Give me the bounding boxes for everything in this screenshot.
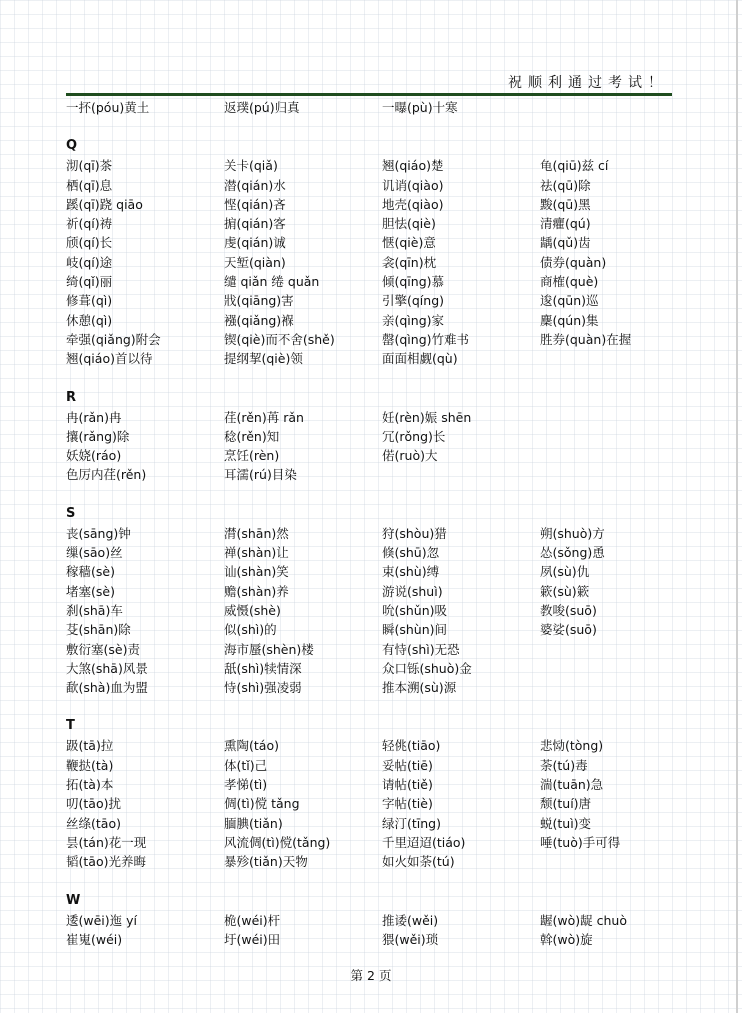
word-entry: 缱 qiǎn 绻 quǎn bbox=[224, 274, 320, 290]
word-entry: 胜券(quàn)在握 bbox=[540, 331, 632, 347]
word-entry: 腼腆(tiǎn) bbox=[224, 815, 283, 831]
word-row bbox=[66, 582, 686, 601]
word-entry: 天堑(qiàn) bbox=[224, 254, 286, 270]
word-entry: 虔(qián)诚 bbox=[224, 235, 286, 251]
word-entry: 提纲挈(qiè)领 bbox=[224, 351, 303, 367]
word-row bbox=[66, 736, 686, 755]
word-entry: 胆怯(qiè) bbox=[382, 216, 436, 232]
word-row bbox=[66, 601, 686, 620]
word-entry: 龟(qiū)兹 cí bbox=[540, 158, 609, 174]
word-entry: 修葺(qì) bbox=[66, 293, 113, 309]
word-entry bbox=[540, 640, 698, 659]
word-row bbox=[66, 659, 686, 678]
page-number: 第 2 页 bbox=[350, 968, 392, 983]
word-entry: 刹(shā)车 bbox=[66, 602, 123, 618]
word-entry: 教唆(suō) bbox=[540, 602, 597, 618]
word-row bbox=[66, 330, 686, 349]
word-entry: 熏陶(táo) bbox=[224, 738, 279, 754]
word-row bbox=[66, 794, 686, 813]
word-entry: 惬(qiè)意 bbox=[382, 235, 436, 251]
word-entry: 海市蜃(shèn)楼 bbox=[224, 641, 314, 657]
word-entry: 妊(rèn)娠 shēn bbox=[382, 409, 472, 425]
section-letter: S bbox=[66, 505, 76, 521]
word-entry: 罄(qìng)竹难书 bbox=[382, 331, 470, 347]
word-row bbox=[66, 833, 686, 852]
word-row bbox=[66, 562, 686, 581]
word-entry: 风流倜(tì)傥(tǎng) bbox=[224, 834, 331, 850]
word-entry: 龌(wò)龊 chuò bbox=[540, 912, 627, 928]
word-entry: 荏(rěn)苒 rǎn bbox=[224, 409, 304, 425]
word-entry: 禅(shàn)让 bbox=[224, 545, 289, 561]
word-row bbox=[66, 291, 686, 310]
section-letter: Q bbox=[66, 138, 78, 154]
word-entry bbox=[540, 852, 698, 871]
word-entry: 众口铄(shuò)金 bbox=[382, 660, 472, 676]
word-row bbox=[66, 524, 686, 543]
word-row bbox=[66, 852, 686, 871]
page-edge bbox=[736, 0, 738, 1013]
header-rule bbox=[66, 93, 672, 96]
word-entry: 戕(qiāng)害 bbox=[224, 293, 294, 309]
word-entry: 叨(tāo)扰 bbox=[66, 796, 121, 812]
section-s bbox=[66, 504, 686, 698]
word-row bbox=[66, 640, 686, 659]
word-entry: 桅(wéi)杆 bbox=[224, 912, 281, 928]
word-entry: 一曝(pù)十寒 bbox=[382, 100, 458, 115]
word-entry: 舐(shì)犊情深 bbox=[224, 660, 302, 676]
word-entry: 面面相觑(qù) bbox=[382, 351, 458, 367]
word-entry: 孝悌(tì) bbox=[224, 777, 268, 793]
word-entry bbox=[540, 98, 698, 117]
word-entry: 倜(tì)傥 tǎng bbox=[224, 796, 300, 812]
intro-row bbox=[66, 98, 686, 117]
word-entry: 游说(shuì) bbox=[382, 583, 443, 599]
word-entry: 休憩(qì) bbox=[66, 312, 113, 328]
word-entry: 缫(sāo)丝 bbox=[66, 545, 123, 561]
word-row bbox=[66, 543, 686, 562]
word-row bbox=[66, 156, 686, 175]
word-entry: 倾(qīng)慕 bbox=[382, 274, 445, 290]
word-entry: 讥诮(qiào) bbox=[382, 177, 444, 193]
word-entry: 蹊(qī)跷 qiāo bbox=[66, 196, 143, 212]
word-row bbox=[66, 349, 686, 368]
word-entry: 逡(qūn)巡 bbox=[540, 293, 599, 309]
section-w bbox=[66, 891, 686, 950]
word-entry: 妥帖(tiē) bbox=[382, 757, 433, 773]
word-entry: 丝绦(tāo) bbox=[66, 815, 121, 831]
word-entry: 颓(tuí)唐 bbox=[540, 796, 592, 812]
word-entry: 拓(tà)本 bbox=[66, 777, 114, 793]
section-q bbox=[66, 136, 686, 368]
word-entry bbox=[540, 659, 698, 678]
word-entry: 一抔(póu)黄土 bbox=[66, 100, 150, 115]
word-entry: 掮(qián)客 bbox=[224, 216, 286, 232]
word-entry: 鞭挞(tà) bbox=[66, 757, 114, 773]
section-letter: T bbox=[66, 718, 75, 734]
word-entry: 唾(tuò)手可得 bbox=[540, 834, 621, 850]
word-entry: 稔(rěn)知 bbox=[224, 428, 280, 444]
word-entry: 倏(shū)忽 bbox=[382, 545, 440, 561]
word-entry: 地壳(qiào) bbox=[382, 196, 444, 212]
word-entry: 轻佻(tiāo) bbox=[382, 738, 441, 754]
word-row bbox=[66, 311, 686, 330]
word-entry: 绮(qǐ)丽 bbox=[66, 274, 113, 290]
word-entry: 朔(shuò)方 bbox=[540, 525, 605, 541]
word-entry bbox=[382, 465, 540, 484]
word-entry: 昙(tán)花一现 bbox=[66, 834, 147, 850]
word-entry: 偌(ruò)大 bbox=[382, 448, 438, 464]
section-r bbox=[66, 388, 686, 485]
word-entry: 赡(shàn)养 bbox=[224, 583, 289, 599]
word-entry: 黢(qū)黑 bbox=[540, 196, 591, 212]
word-entry: 岐(qí)途 bbox=[66, 254, 113, 270]
word-row bbox=[66, 253, 686, 272]
word-entry: 夙(sù)仇 bbox=[540, 564, 590, 580]
word-entry: 圩(wéi)田 bbox=[224, 931, 281, 947]
word-row bbox=[66, 176, 686, 195]
section-t bbox=[66, 716, 686, 871]
word-row bbox=[66, 911, 686, 930]
word-entry: 悭(qián)吝 bbox=[224, 196, 286, 212]
word-entry: 韬(tāo)光养晦 bbox=[66, 854, 146, 870]
word-entry: 潸(shān)然 bbox=[224, 525, 289, 541]
word-entry: 耳濡(rú)目染 bbox=[224, 467, 297, 483]
word-entry: 怂(sǒng)恿 bbox=[540, 545, 605, 561]
header-motto: 祝顺利通过考试！ bbox=[508, 75, 668, 91]
word-row bbox=[66, 446, 686, 465]
word-entry: 狩(shòu)猎 bbox=[382, 525, 447, 541]
word-entry bbox=[540, 349, 698, 368]
word-entry: 堵塞(sè) bbox=[66, 583, 115, 599]
word-entry bbox=[540, 465, 698, 484]
word-row bbox=[66, 214, 686, 233]
word-entry: 清癯(qú) bbox=[540, 216, 591, 232]
word-row bbox=[66, 775, 686, 794]
word-entry: 斡(wò)旋 bbox=[540, 931, 593, 947]
word-entry: 关卡(qiǎ) bbox=[224, 158, 278, 174]
word-entry: 威慑(shè) bbox=[224, 602, 281, 618]
word-entry: 锲(qiè)而不舍(shě) bbox=[224, 331, 335, 347]
word-entry: 有恃(shì)无恐 bbox=[382, 641, 460, 657]
word-entry: 麇(qún)集 bbox=[540, 312, 599, 328]
word-entry: 逶(wēi)迤 yí bbox=[66, 912, 137, 928]
word-entry: 芟(shān)除 bbox=[66, 622, 131, 638]
word-entry: 龋(qǔ)齿 bbox=[540, 235, 591, 251]
word-entry: 亲(qìng)家 bbox=[382, 312, 445, 328]
word-row bbox=[66, 678, 686, 697]
word-entry: 千里迢迢(tiáo) bbox=[382, 834, 466, 850]
section-letter: R bbox=[66, 389, 77, 405]
word-entry: 婆娑(suō) bbox=[540, 622, 597, 638]
word-entry: 衾(qīn)枕 bbox=[382, 254, 437, 270]
word-entry bbox=[540, 408, 698, 427]
word-row bbox=[66, 814, 686, 833]
word-entry: 猥(wěi)琐 bbox=[382, 931, 439, 947]
word-row bbox=[66, 427, 686, 446]
word-entry: 暴殄(tiǎn)天物 bbox=[224, 854, 308, 870]
word-entry: 体(tǐ)己 bbox=[224, 757, 268, 773]
word-entry: 歃(shà)血为盟 bbox=[66, 680, 148, 696]
section-letter: W bbox=[66, 892, 81, 908]
word-entry: 吮(shǔn)吸 bbox=[382, 602, 448, 618]
word-entry: 湍(tuān)急 bbox=[540, 777, 604, 793]
word-entry: 妖娆(ráo) bbox=[66, 448, 122, 464]
word-entry: 引擎(qíng) bbox=[382, 293, 445, 309]
word-entry: 债券(quàn) bbox=[540, 254, 607, 270]
word-entry: 恃(shì)强凌弱 bbox=[224, 680, 302, 696]
word-entry bbox=[540, 678, 698, 697]
word-row bbox=[66, 620, 686, 639]
word-entry: 推本溯(sù)源 bbox=[382, 680, 457, 696]
word-entry: 颀(qí)长 bbox=[66, 235, 113, 251]
word-entry: 荼(tú)毒 bbox=[540, 757, 588, 773]
word-entry: 趿(tā)拉 bbox=[66, 738, 114, 754]
word-entry: 绿汀(tīng) bbox=[382, 815, 441, 831]
word-entry: 襁(qiǎng)褓 bbox=[224, 312, 294, 328]
word-row bbox=[66, 756, 686, 775]
word-entry: 牵强(qiǎng)附会 bbox=[66, 331, 161, 347]
word-entry: 攘(rǎng)除 bbox=[66, 428, 130, 444]
word-entry: 祈(qí)祷 bbox=[66, 216, 113, 232]
word-entry: 似(shì)的 bbox=[224, 622, 277, 638]
word-entry: 色厉内荏(rěn) bbox=[66, 467, 147, 483]
word-row bbox=[66, 408, 686, 427]
word-entry: 推诿(wěi) bbox=[382, 912, 439, 928]
word-entry: 悲恸(tòng) bbox=[540, 738, 604, 754]
word-row bbox=[66, 233, 686, 252]
word-row bbox=[66, 195, 686, 214]
word-entry: 簌(sù)簌 bbox=[540, 583, 590, 599]
word-entry bbox=[540, 427, 698, 446]
word-entry: 潜(qián)水 bbox=[224, 177, 286, 193]
word-entry: 如火如荼(tú) bbox=[382, 854, 455, 870]
word-entry: 请帖(tiě) bbox=[382, 777, 433, 793]
word-entry: 蜕(tuì)变 bbox=[540, 815, 592, 831]
word-entry: 祛(qū)除 bbox=[540, 177, 591, 193]
word-entry: 瞬(shùn)间 bbox=[382, 622, 448, 638]
word-row bbox=[66, 465, 686, 484]
page-header bbox=[66, 72, 672, 96]
word-entry: 沏(qī)茶 bbox=[66, 158, 113, 174]
word-entry: 翘(qiáo)楚 bbox=[382, 158, 444, 174]
word-entry: 讪(shàn)笑 bbox=[224, 564, 289, 580]
word-entry: 丧(sāng)钟 bbox=[66, 525, 131, 541]
word-entry: 栖(qī)息 bbox=[66, 177, 113, 193]
word-entry: 翘(qiáo)首以待 bbox=[66, 351, 153, 367]
word-entry bbox=[540, 446, 698, 465]
word-entry: 稼穑(sè) bbox=[66, 564, 115, 580]
word-entry: 敷衍塞(sè)责 bbox=[66, 641, 140, 657]
word-entry: 返璞(pú)归真 bbox=[224, 100, 300, 115]
word-entry: 烹饪(rèn) bbox=[224, 448, 280, 464]
word-entry: 冉(rǎn)冉 bbox=[66, 409, 122, 425]
pinyin-word-list bbox=[66, 98, 686, 949]
word-entry: 字帖(tiè) bbox=[382, 796, 433, 812]
word-entry: 商榷(què) bbox=[540, 274, 599, 290]
word-row bbox=[66, 930, 686, 949]
word-entry: 崔嵬(wéi) bbox=[66, 931, 123, 947]
word-row bbox=[66, 272, 686, 291]
word-entry: 大煞(shā)风景 bbox=[66, 660, 148, 676]
word-entry: 束(shù)缚 bbox=[382, 564, 440, 580]
word-entry: 冗(rǒng)长 bbox=[382, 428, 446, 444]
